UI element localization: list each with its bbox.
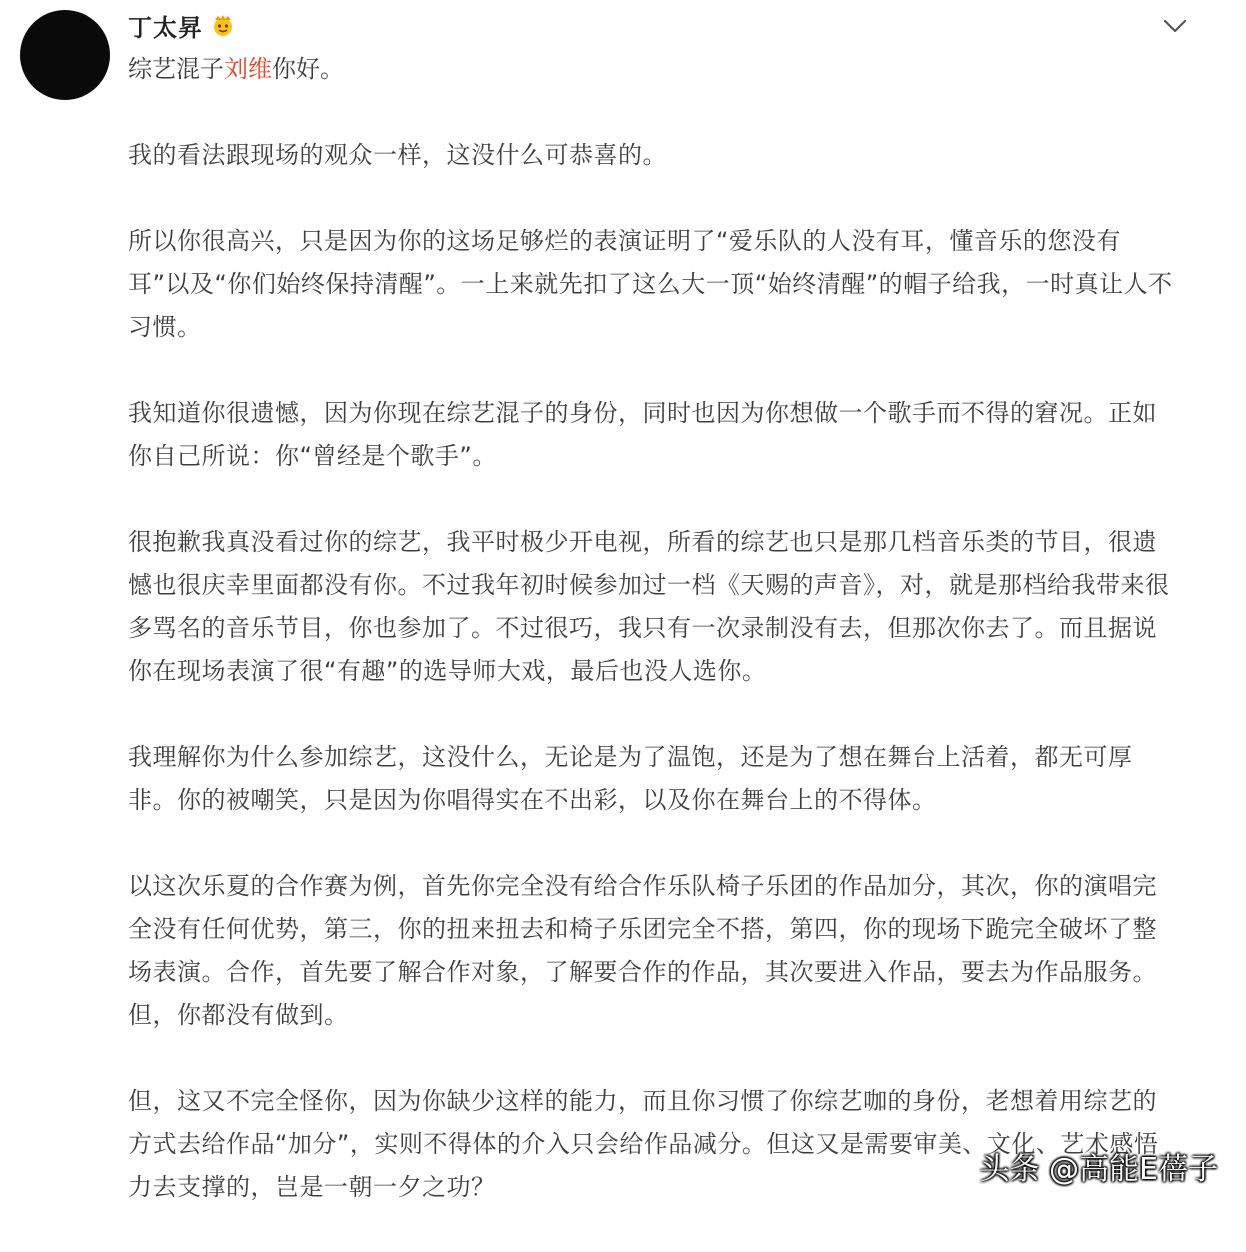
greeting-line bbox=[128, 52, 344, 86]
paragraph-4: 很抱歉我真没看过你的综艺，我平时极少开电视，所看的综艺也只是那几档音乐类的节目，很遗憾也很庆幸里面都没有你。不过我年初时候参加过一档《天赐的声音》，对，就是那档给我带来很多骂名的音乐节目，你也参加了。不过很巧，我只有一次录制没有去，但那次你去了。而且据说你在现场表演了很“有趣”的选导师大戏，最后也没人选你。 bbox=[128, 528, 1170, 685]
crown-face-icon bbox=[211, 13, 235, 37]
paragraph-6: 以这次乐夏的合作赛为例，首先你完全没有给合作乐队椅子乐团的作品加分，其次，你的演唱完全没有任何优势，第三，你的扭来扭去和椅子乐团完全不搭，第四，你的现场下跪完全破坏了整场表演。合作，首先要了解合作对象，了解要合作的作品，其次要进入作品，要去为作品服务。但，你都没有做到。 bbox=[128, 872, 1157, 1029]
greeting-prefix: 综艺混子 bbox=[128, 55, 224, 83]
paragraph-7: 但，这又不完全怪你，因为你缺少这样的能力，而且你习惯了你综艺咖的身份，老想着用综艺的方式去给作品“加分”，实则不得体的介入只会给作品减分。但这又是需要审美、文化、艺术感悟力去支撑的，岂是一朝一夕之功？ bbox=[128, 1087, 1159, 1201]
chevron-down-icon[interactable] bbox=[1160, 14, 1190, 38]
post-body bbox=[128, 134, 1178, 1252]
paragraph-2: 所以你很高兴，只是因为你的这场足够烂的表演证明了“爱乐队的人没有耳，懂音乐的您没有耳”以及“你们始终保持清醒”。一上来就先扣了这么大一顶“始终清醒”的帽子给我，一时真让人不习惯。 bbox=[128, 227, 1173, 341]
author-avatar[interactable] bbox=[20, 10, 110, 100]
author-name[interactable]: 丁太昇 bbox=[128, 13, 203, 42]
mention-link[interactable]: 刘维 bbox=[224, 55, 272, 83]
greeting-suffix: 你好。 bbox=[272, 55, 344, 83]
paragraph-5: 我理解你为什么参加综艺，这没什么，无论是为了温饱，还是为了想在舞台上活着，都无可厚非。你的被嘲笑，只是因为你唱得实在不出彩，以及你在舞台上的不得体。 bbox=[128, 743, 1133, 814]
paragraph-1: 我的看法跟现场的观众一样，这没什么可恭喜的。 bbox=[128, 141, 667, 169]
source-watermark: 头条 @高能E蓓子 bbox=[979, 1152, 1218, 1187]
author-row bbox=[128, 8, 235, 42]
paragraph-3: 我知道你很遗憾，因为你现在综艺混子的身份，同时也因为你想做一个歌手而不得的窘况。正如你自己所说：你“曾经是个歌手”。 bbox=[128, 399, 1157, 470]
